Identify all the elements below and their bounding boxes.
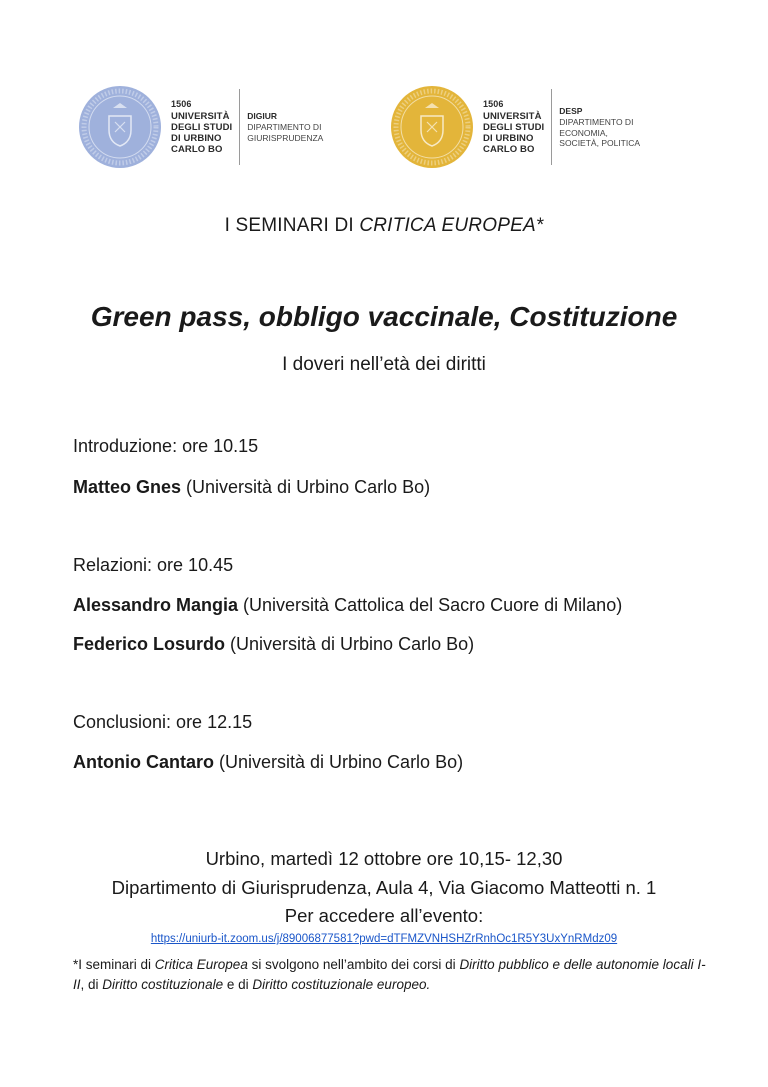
footnote: *I seminari di Critica Europea si svolgono nell’ambito dei corsi di Diritto pubblico e delle autonomie locali I-II, di Diritto costituzionale e di Diritto costituzionale europeo. (73, 957, 706, 992)
speaker-talk-1: Alessandro Mangia (Università Cattolica del Sacro Cuore di Milano) (73, 595, 623, 615)
zoom-link[interactable]: https://uniurb-it.zoom.us/j/89006877581?pwd=dTFMZVNHSHZrRnhOc1R5Y3UxYnRMdz09 (150, 933, 618, 945)
university-name: 1506 UNIVERSITÀ DEGLI STUDI DI URBINO CARLO BO (483, 99, 545, 155)
event-venue: Dipartimento di Giurisprudenza, Aula 4, Via Giacomo Matteotti n. 1 (111, 877, 657, 898)
page-title: Green pass, obbligo vaccinale, Costituzione (90, 301, 678, 332)
speaker-intro: Matteo Gnes (Università di Urbino Carlo Bo) (73, 477, 431, 497)
conclusion-time: Conclusioni: ore 12.15 (73, 712, 253, 732)
department-name: DIGIUR DIPARTIMENTO DI GIURISPRUDENZA (247, 110, 324, 143)
event-date: Urbino, martedì 12 ottobre ore 10,15- 12,30 (205, 848, 563, 869)
logo-desp (391, 86, 640, 168)
speaker-conclusion: Antonio Cantaro (Università di Urbino Carlo Bo) (73, 752, 464, 772)
university-seal-icon (79, 86, 161, 168)
speaker-talk-2: Federico Losurdo (Università di Urbino Carlo Bo) (73, 634, 475, 654)
logo-divider (551, 89, 552, 165)
logo-digiur (79, 86, 323, 168)
department-name: DESP DIPARTIMENTO DI ECONOMIA, SOCIETÀ, POLITICA (559, 105, 641, 148)
access-label: Per accedere all’evento: (284, 905, 484, 926)
logo-divider (239, 89, 240, 165)
page-subtitle: I doveri nell’età dei diritti (282, 354, 486, 375)
seminar-series-heading: I SEMINARI DI CRITICA EUROPEA* (224, 215, 544, 236)
university-name: 1506 UNIVERSITÀ DEGLI STUDI DI URBINO CARLO BO (171, 99, 233, 155)
university-seal-icon (391, 86, 473, 168)
talks-time: Relazioni: ore 10.45 (73, 555, 234, 575)
intro-time: Introduzione: ore 10.15 (73, 436, 259, 456)
